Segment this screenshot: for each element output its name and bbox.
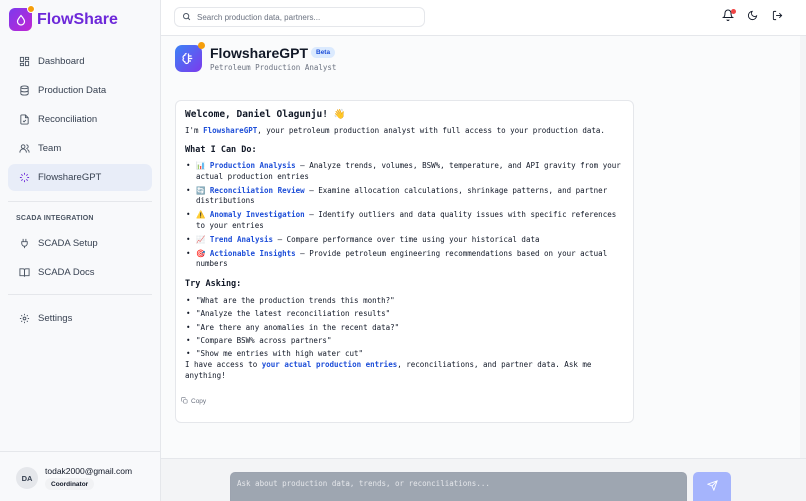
logout-icon: [772, 8, 783, 26]
trend-emoji-icon: 📈: [196, 234, 206, 244]
assistant-subtitle: Petroleum Production Analyst: [210, 63, 337, 72]
flowshare-logo-icon: [9, 8, 32, 31]
capability-item: • ⚠️ Anomaly Investigation – Identify outliers and data quality issues with specific references to your entries: [186, 210, 617, 230]
capability-desc: – Examine allocation calculations, shrinkage patterns, and partner distributions: [196, 185, 608, 205]
brand-badge-dot: [27, 5, 35, 13]
assistant-title: FlowshareGPT: [210, 45, 309, 61]
suggestion-text: "Are there any anomalies in the recent data?": [196, 322, 400, 332]
nav-label: SCADA Setup: [38, 238, 98, 249]
user-email: todak2000@gmail.com: [45, 466, 133, 476]
intro-text: [185, 126, 605, 135]
sidebar: [0, 0, 161, 501]
try-asking-heading: Try Asking:: [185, 279, 242, 289]
intro-suffix: , your petroleum production analyst with full access to your production data.: [257, 126, 605, 135]
capability-item: • 🔄 Reconciliation Review – Examine allocation calculations, shrinkage patterns, and partner distributions: [186, 185, 608, 205]
search-input[interactable]: [197, 13, 417, 22]
main-nav: [8, 48, 152, 193]
capabilities-list: [187, 161, 628, 273]
suggestion-text: "What are the production trends this month?": [196, 296, 395, 305]
capability-item: • 🎯 Actionable Insights – Provide petroleum engineering recommendations based on your actual numbers: [186, 248, 608, 268]
can-do-heading: What I Can Do:: [185, 145, 257, 155]
closing-text: [185, 359, 625, 381]
capability-title: Anomaly Investigation: [209, 210, 305, 219]
avatar: DA: [16, 467, 38, 489]
suggestion-item: • "Analyze the latest reconciliation results": [186, 309, 391, 319]
nav-label: Production Data: [38, 85, 107, 96]
search-icon: [182, 8, 191, 26]
message-input[interactable]: [230, 472, 687, 501]
nav-label: Team: [38, 143, 62, 154]
logout-button[interactable]: [771, 11, 783, 23]
capability-title: Actionable Insights: [209, 248, 296, 258]
nav-item-team[interactable]: [8, 135, 152, 162]
top-header: [161, 0, 806, 36]
nav-item-production-data[interactable]: [8, 77, 152, 104]
suggestion-text: "Compare BSW% across partners": [196, 335, 332, 345]
scada-nav: [8, 230, 152, 288]
ending-prefix: I have access to: [185, 360, 262, 369]
notifications-button[interactable]: [722, 11, 734, 23]
warning-emoji-icon: ⚠️: [196, 210, 206, 219]
file-check-icon: [18, 114, 30, 126]
nav-label: SCADA Docs: [38, 267, 95, 278]
scrollbar-track[interactable]: [800, 36, 806, 458]
assistant-avatar-icon: [175, 45, 202, 72]
theme-toggle-button[interactable]: [746, 11, 758, 23]
capability-desc: – Analyze trends, volumes, BSW%, temperature, and API gravity from your actual production entries: [196, 161, 621, 181]
nav-item-settings[interactable]: [8, 305, 152, 332]
dashboard-icon: [18, 56, 30, 68]
capability-item: • 📊 Production Analysis – Analyze trends, volumes, BSW%, temperature, and API gravity from your actual production entries: [186, 161, 621, 181]
nav-label: Settings: [38, 313, 73, 324]
target-emoji-icon: 🎯: [196, 248, 206, 258]
capability-item: • 📈 Trend Analysis – Compare performance over time using your historical data: [186, 234, 540, 244]
nav-item-reconciliation[interactable]: [8, 106, 152, 133]
nav-label: Reconciliation: [38, 114, 98, 125]
copy-label: Copy: [191, 398, 207, 405]
assistant-message: [175, 100, 634, 423]
sparkle-icon: [198, 42, 205, 49]
settings-nav: [8, 305, 152, 334]
brand[interactable]: [9, 8, 118, 31]
scada-section-label: SCADA INTEGRATION: [16, 215, 94, 222]
chat-composer: [161, 458, 806, 501]
search-box[interactable]: [174, 7, 425, 27]
suggestion-item: • "Show me entries with high water cut": [186, 349, 364, 359]
intro-prefix: I'm: [185, 126, 204, 135]
nav-label: Dashboard: [38, 56, 85, 67]
book-icon: [18, 267, 30, 279]
send-button[interactable]: [693, 472, 731, 501]
ending-link: your actual production entries: [261, 360, 398, 369]
nav-item-scada-setup[interactable]: [8, 230, 152, 257]
moon-icon: [747, 8, 758, 26]
chart-emoji-icon: 📊: [196, 161, 206, 170]
users-icon: [18, 143, 30, 155]
capability-desc: – Identify outliers and data quality issues with specific references to your entries: [196, 210, 617, 230]
intro-name: FlowshareGPT: [203, 126, 258, 135]
suggestion-item: • "Are there any anomalies in the recent data?": [186, 322, 400, 332]
user-profile[interactable]: [0, 451, 161, 501]
refresh-emoji-icon: 🔄: [196, 185, 206, 195]
beta-badge: Beta: [311, 47, 335, 58]
capability-title: Reconciliation Review: [209, 185, 305, 195]
nav-item-flowsharegpt[interactable]: [8, 164, 152, 191]
suggestion-text: "Analyze the latest reconciliation results": [196, 309, 391, 319]
chat-main: [161, 36, 806, 458]
database-icon: [18, 85, 30, 97]
role-badge: Coordinator: [45, 478, 94, 490]
plug-icon: [18, 238, 30, 250]
brand-name: FlowShare: [37, 10, 118, 28]
capability-title: Production Analysis: [209, 161, 296, 170]
send-icon: [707, 478, 718, 496]
copy-icon: [181, 397, 188, 406]
copy-button[interactable]: [181, 397, 206, 406]
suggestion-item: • "Compare BSW% across partners": [186, 335, 332, 345]
nav-item-scada-docs[interactable]: [8, 259, 152, 286]
notification-dot: [731, 9, 736, 14]
capability-desc: – Compare performance over time using your historical data: [273, 234, 540, 244]
sparkle-icon: [18, 172, 30, 184]
nav-divider: [8, 294, 152, 295]
suggestion-item: • "What are the production trends this month?": [186, 296, 395, 305]
suggestion-text: "Show me entries with high water cut": [196, 349, 364, 359]
nav-divider: [8, 201, 152, 202]
nav-label: FlowshareGPT: [38, 172, 102, 183]
capability-title: Trend Analysis: [209, 234, 274, 244]
welcome-heading: Welcome, Daniel Olagunju! 👋: [185, 109, 346, 120]
suggestions-list: [187, 296, 399, 362]
capability-desc: – Provide petroleum engineering recommendations based on your actual numbers: [196, 248, 608, 268]
ending-suffix: , reconciliations, and partner data. Ask me anything!: [185, 360, 592, 380]
nav-item-dashboard[interactable]: [8, 48, 152, 75]
gear-icon: [18, 313, 30, 325]
